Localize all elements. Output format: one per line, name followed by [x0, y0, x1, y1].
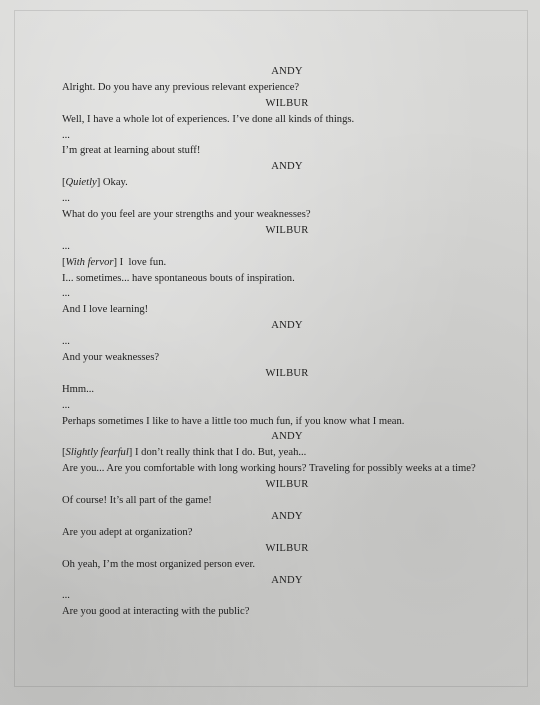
dialogue-line: ... [62, 399, 70, 411]
dialogue-line: Are you... Are you comfortable with long working hours? Traveling for possibly weeks at a time? [62, 463, 476, 475]
speaker-name: ANDY [271, 574, 303, 586]
direction-bracket: ] [96, 177, 101, 189]
dialogue-line [62, 445, 502, 461]
stage-direction: Quietly [65, 177, 97, 189]
dialogue-line: I’m great at learning about stuff! [62, 145, 201, 157]
dialogue-line: And I love learning! [62, 304, 149, 316]
dialogue-line: Hmm... [62, 383, 95, 395]
speaker-name: WILBUR [265, 224, 309, 236]
dialogue-line: ... [62, 129, 70, 141]
direction-bracket: [ [62, 177, 66, 189]
dialogue-text: Okay. [100, 177, 128, 189]
speaker-name: ANDY [271, 510, 303, 522]
script-body [62, 64, 502, 620]
dialogue-text: I love fun. [117, 256, 167, 268]
speaker-name: ANDY [271, 161, 303, 173]
dialogue-line: Of course! It’s all part of the game! [62, 495, 212, 507]
dialogue-line: ... [62, 590, 70, 602]
direction-bracket: [ [62, 256, 66, 268]
direction-bracket: [ [62, 447, 66, 459]
speaker-name: WILBUR [265, 542, 309, 554]
speaker-name: WILBUR [265, 367, 309, 379]
speaker-name: ANDY [271, 66, 303, 77]
stage-direction: With fervor [65, 256, 114, 268]
dialogue-line: ... [62, 193, 70, 205]
dialogue-line: Oh yeah, I’m the most organized person ever. [62, 558, 256, 570]
dialogue-line: What do you feel are your strengths and your weaknesses? [62, 209, 311, 221]
speaker-name: WILBUR [265, 97, 309, 109]
direction-bracket: ] [113, 256, 118, 268]
dialogue-line [62, 175, 502, 191]
speaker-name: ANDY [271, 431, 303, 443]
dialogue-line: ... [62, 336, 70, 348]
dialogue-line: ... [62, 288, 70, 300]
dialogue-line: Are you adept at organization? [62, 526, 193, 538]
direction-bracket: ] [128, 447, 133, 459]
dialogue-line: And your weaknesses? [62, 352, 160, 364]
dialogue-text: I don’t really think that I do. But, yeah... [132, 447, 307, 459]
dialogue-line: Perhaps sometimes I like to have a little too much fun, if you know what I mean. [62, 415, 405, 427]
dialogue-line: ... [62, 240, 70, 252]
dialogue-line: I... sometimes... have spontaneous bouts of inspiration. [62, 272, 295, 284]
speaker-name: WILBUR [265, 479, 309, 491]
dialogue-line: Well, I have a whole lot of experiences. I’ve done all kinds of things. [62, 113, 355, 125]
dialogue-line: Are you good at interacting with the public? [62, 606, 250, 618]
speaker-name: ANDY [271, 320, 303, 332]
dialogue-line [62, 255, 502, 271]
stage-direction: Slightly fearful [65, 447, 129, 459]
dialogue-line: Alright. Do you have any previous relevant experience? [62, 81, 300, 93]
